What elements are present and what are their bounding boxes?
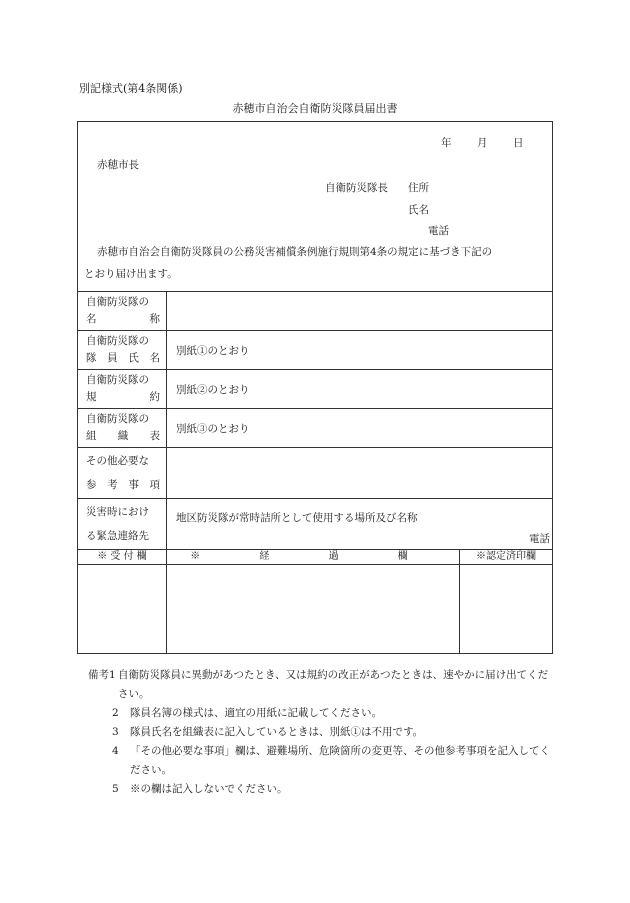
form-row — [78, 448, 553, 499]
label-char: 名 — [86, 313, 97, 325]
row-label-line-1: 災害時におけ — [86, 506, 149, 518]
remark-text: 自衛防災隊員に異動があつたとき、又は規約の改正があつたときは、速やかに届け出てください。 — [118, 669, 549, 700]
row-label-line-1: 自衛防災隊の — [86, 374, 149, 386]
form-row — [78, 331, 553, 370]
label-char: 名 — [149, 352, 160, 364]
notification-form — [77, 121, 553, 654]
form-row — [78, 292, 553, 331]
remark-number: 5 — [112, 783, 119, 795]
addressee: 赤穂市長 — [97, 159, 139, 171]
remark-item — [88, 704, 558, 723]
address-label: 住所 — [408, 182, 429, 194]
label-char: 組 — [86, 430, 97, 442]
statement-line-2: とおり届け出ます。 — [84, 268, 178, 280]
label-char: 氏 — [128, 352, 139, 364]
form-row — [78, 409, 553, 448]
label-char: 称 — [149, 313, 160, 325]
row-label-line-1: その他必要な — [86, 455, 149, 467]
date-day-label: 日 — [513, 137, 524, 149]
stamp-box — [460, 565, 553, 654]
label-char: 事 — [128, 479, 139, 491]
team-name-field[interactable] — [167, 292, 553, 331]
phone-label: 電話 — [428, 225, 449, 237]
remark-item — [88, 723, 558, 742]
stamp-header: ※認定済印欄 — [460, 550, 553, 565]
emergency-contact-text: 地区防災隊が常時詰所として使用する場所及び名称 — [176, 512, 418, 524]
org-chart-field[interactable]: 別紙③のとおり — [167, 409, 553, 448]
label-char: 項 — [149, 479, 160, 491]
label-char: 考 — [107, 479, 118, 491]
bylaws-field[interactable]: 別紙②のとおり — [167, 370, 553, 409]
remark-text: 「その他必要な事項」欄は、避難場所、危険箇所の変更等、その他参考事項を記入してください。 — [130, 745, 550, 776]
form-header-section — [78, 122, 553, 292]
row-label-line-1: 自衛防災隊の — [86, 335, 149, 347]
progress-box — [167, 565, 460, 654]
row-label-line-2: る緊急連絡先 — [86, 530, 149, 542]
remark-number: 2 — [112, 707, 119, 719]
remarks-list — [88, 666, 558, 799]
form-row — [78, 370, 553, 409]
form-row — [78, 499, 553, 550]
document-title: 赤穂市自治会自衛防災隊員届出書 — [232, 102, 398, 115]
remark-number: 4 — [112, 745, 119, 757]
row-label — [78, 331, 167, 370]
row-label — [78, 409, 167, 448]
row-label-line-1: 自衛防災隊の — [86, 296, 149, 308]
row-label — [78, 448, 167, 499]
row-label — [78, 499, 167, 550]
remark-item — [88, 666, 558, 704]
label-char: 規 — [86, 391, 97, 403]
form-annex-note: 別記様式(第4条関係) — [79, 82, 183, 95]
emergency-phone-label: 電話 — [529, 533, 550, 545]
progress-header: ※ 経 過 欄 — [167, 550, 460, 565]
reception-box — [78, 565, 167, 654]
remark-text: ※の欄は記入しないでください。 — [130, 783, 288, 795]
label-char: 参 — [86, 479, 97, 491]
emergency-contact-field[interactable] — [167, 499, 553, 550]
other-notes-field[interactable] — [167, 448, 553, 499]
label-char: 約 — [149, 391, 160, 403]
office-use-header — [78, 550, 553, 565]
statement-line-1: 赤穂市自治会自衛防災隊員の公務災害補償条例施行規則第4条の規定に基づき下記の — [97, 246, 493, 258]
label-char: 隊 — [86, 352, 97, 364]
label-char: 表 — [149, 430, 160, 442]
remark-item — [88, 742, 558, 780]
office-use-row — [78, 565, 553, 654]
date-month-label: 月 — [477, 137, 488, 149]
leader-title: 自衛防災隊長 — [325, 182, 388, 194]
row-label — [78, 370, 167, 409]
label-char: 織 — [117, 430, 129, 442]
name-label: 氏名 — [408, 204, 429, 216]
remark-text: 隊員氏名を組織表に記入しているときは、別紙①は不用です。 — [130, 726, 424, 738]
row-label — [78, 292, 167, 331]
label-char: 員 — [107, 352, 118, 364]
row-label-line-1: 自衛防災隊の — [86, 413, 149, 425]
member-names-field[interactable]: 別紙①のとおり — [167, 331, 553, 370]
reception-header: ※ 受 付 欄 — [78, 550, 167, 565]
date-year-label: 年 — [441, 137, 452, 149]
remark-text: 隊員名簿の様式は、適宜の用紙に記載してください。 — [130, 707, 382, 719]
remark-item — [88, 780, 558, 799]
remark-number: 3 — [112, 726, 119, 738]
remark-number: 備考1 — [88, 669, 116, 681]
